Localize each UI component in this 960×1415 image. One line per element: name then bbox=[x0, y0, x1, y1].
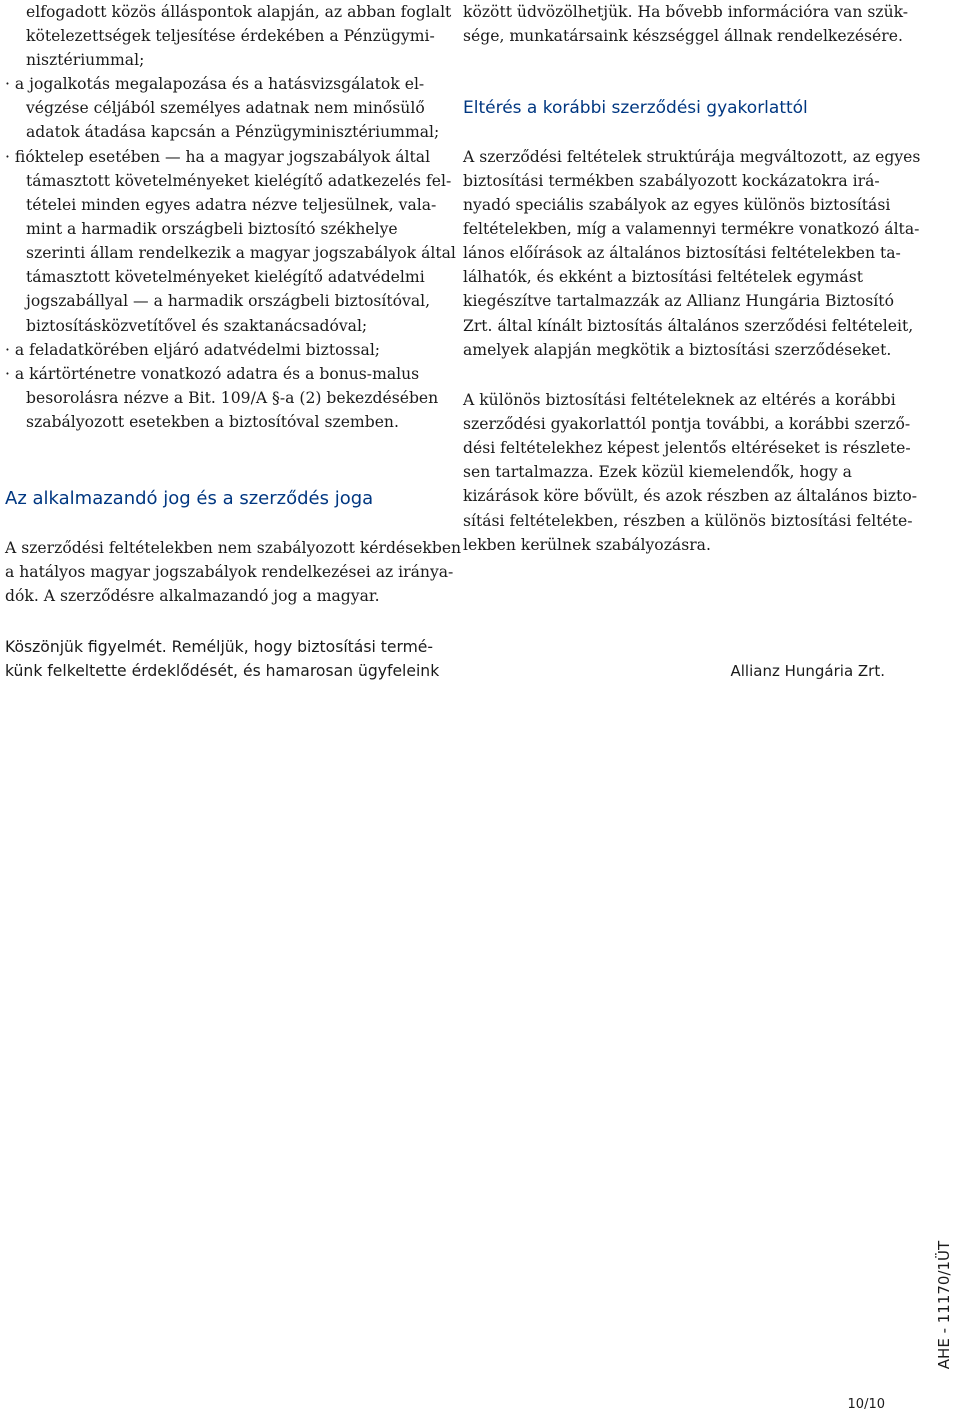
body-text-line: végzése céljából személyes adatnak nem minősülő bbox=[26, 99, 425, 117]
body-text-line: adatok átadása kapcsán a Pénzügyminisztériummal; bbox=[26, 123, 440, 141]
closing-text-line: künk felkeltette érdeklődését, és hamarosan ügyfeleink bbox=[5, 662, 440, 680]
body-text-line: kiegészítve tartalmazzák az Allianz Hungária Biztosító bbox=[463, 292, 894, 310]
body-text-line: mint a harmadik országbeli biztosító székhelye bbox=[26, 220, 398, 238]
company-signature: Allianz Hungária Zrt. bbox=[730, 662, 885, 680]
body-text-line: kötelezettségek teljesítése érdekében a Pénzügymi- bbox=[26, 27, 435, 45]
body-text-line: A szerződési feltételek struktúrája megváltozott, az egyes bbox=[463, 148, 921, 166]
closing-text-line: Köszönjük figyelmét. Reméljük, hogy biztosítási termé- bbox=[5, 638, 433, 656]
body-text-line: támasztott követelményeket kielégítő adatvédelmi bbox=[26, 268, 425, 286]
body-text-line: a hatályos magyar jogszabályok rendelkezései az iránya- bbox=[5, 563, 454, 581]
body-text-line: lános előírások az általános biztosítási feltételekben ta- bbox=[463, 244, 901, 262]
body-text-line: amelyek alapján megkötik a biztosítási szerződéseket. bbox=[463, 341, 892, 359]
body-text-line: sítási feltételekben, részben a különös biztosítási feltéte- bbox=[463, 512, 913, 530]
body-text-line: szerződési gyakorlattól pontja további, a korábbi szerző- bbox=[463, 415, 911, 433]
body-text-line: elfogadott közös álláspontok alapján, az abban foglalt bbox=[26, 3, 452, 21]
body-text-line: nyadó speciális szabályok az egyes különös biztosítási bbox=[463, 196, 891, 214]
body-text-line: jogszabállyal — a harmadik országbeli biztosítóval, bbox=[26, 292, 431, 310]
body-text-line: szabályozott esetekben a biztosítóval szemben. bbox=[26, 413, 399, 431]
body-text-line: feltételekben, míg a valamennyi termékre vonatkozó álta- bbox=[463, 220, 920, 238]
body-text-line: lekben kerülnek szabályozásra. bbox=[463, 536, 711, 554]
body-text-line: sen tartalmazza. Ezek közül kiemelendők, hogy a bbox=[463, 463, 852, 481]
body-text-line: tételei minden egyes adatra nézve teljesülnek, vala- bbox=[26, 196, 437, 214]
bullet-item: · fióktelep esetében — ha a magyar jogszabályok által bbox=[5, 148, 431, 166]
page-number: 10/10 bbox=[847, 1397, 885, 1412]
body-text-line: Zrt. által kínált biztosítás általános szerződési feltételeit, bbox=[463, 317, 914, 335]
body-text-line: szerinti állam rendelkezik a magyar jogszabályok által bbox=[26, 244, 456, 262]
body-text-line: lálhatók, és ekként a biztosítási feltételek egymást bbox=[463, 268, 864, 286]
body-text-line: biztosításközvetítővel és szaktanácsadóval; bbox=[26, 317, 368, 335]
body-text-line: dók. A szerződésre alkalmazandó jog a magyar. bbox=[5, 587, 380, 605]
body-text-line: között üdvözölhetjük. Ha bővebb információra van szük- bbox=[463, 3, 909, 21]
bullet-item: · a kártörténetre vonatkozó adatra és a bonus-malus bbox=[5, 365, 420, 383]
body-text-line: kizárások köre bővült, és azok részben az általános bizto- bbox=[463, 487, 918, 505]
section-heading-differences: Eltérés a korábbi szerződési gyakorlattól bbox=[463, 98, 808, 118]
body-text-line: dési feltételekhez képest jelentős eltéréseket is részlete- bbox=[463, 439, 911, 457]
document-code: AHE - 11170/1ÜT bbox=[935, 1240, 953, 1370]
body-text-line: biztosítási termékben szabályozott kockázatokra irá- bbox=[463, 172, 880, 190]
body-text-line: nisztériummal; bbox=[26, 51, 145, 69]
body-text-line: A különös biztosítási feltételeknek az eltérés a korábbi bbox=[463, 391, 896, 409]
section-heading-applicable-law: Az alkalmazandó jog és a szerződés joga bbox=[5, 488, 374, 509]
bullet-item: · a jogalkotás megalapozása és a hatásvizsgálatok el- bbox=[5, 75, 425, 93]
body-text-line: besorolásra nézve a Bit. 109/A §-a (2) bekezdésében bbox=[26, 389, 439, 407]
bullet-item: · a feladatkörében eljáró adatvédelmi biztossal; bbox=[5, 341, 381, 359]
body-text-line: sége, munkatársaink készséggel állnak rendelkezésére. bbox=[463, 27, 903, 45]
body-text-line: A szerződési feltételekben nem szabályozott kérdésekben bbox=[5, 539, 462, 557]
body-text-line: támasztott követelményeket kielégítő adatkezelés fel- bbox=[26, 172, 452, 190]
